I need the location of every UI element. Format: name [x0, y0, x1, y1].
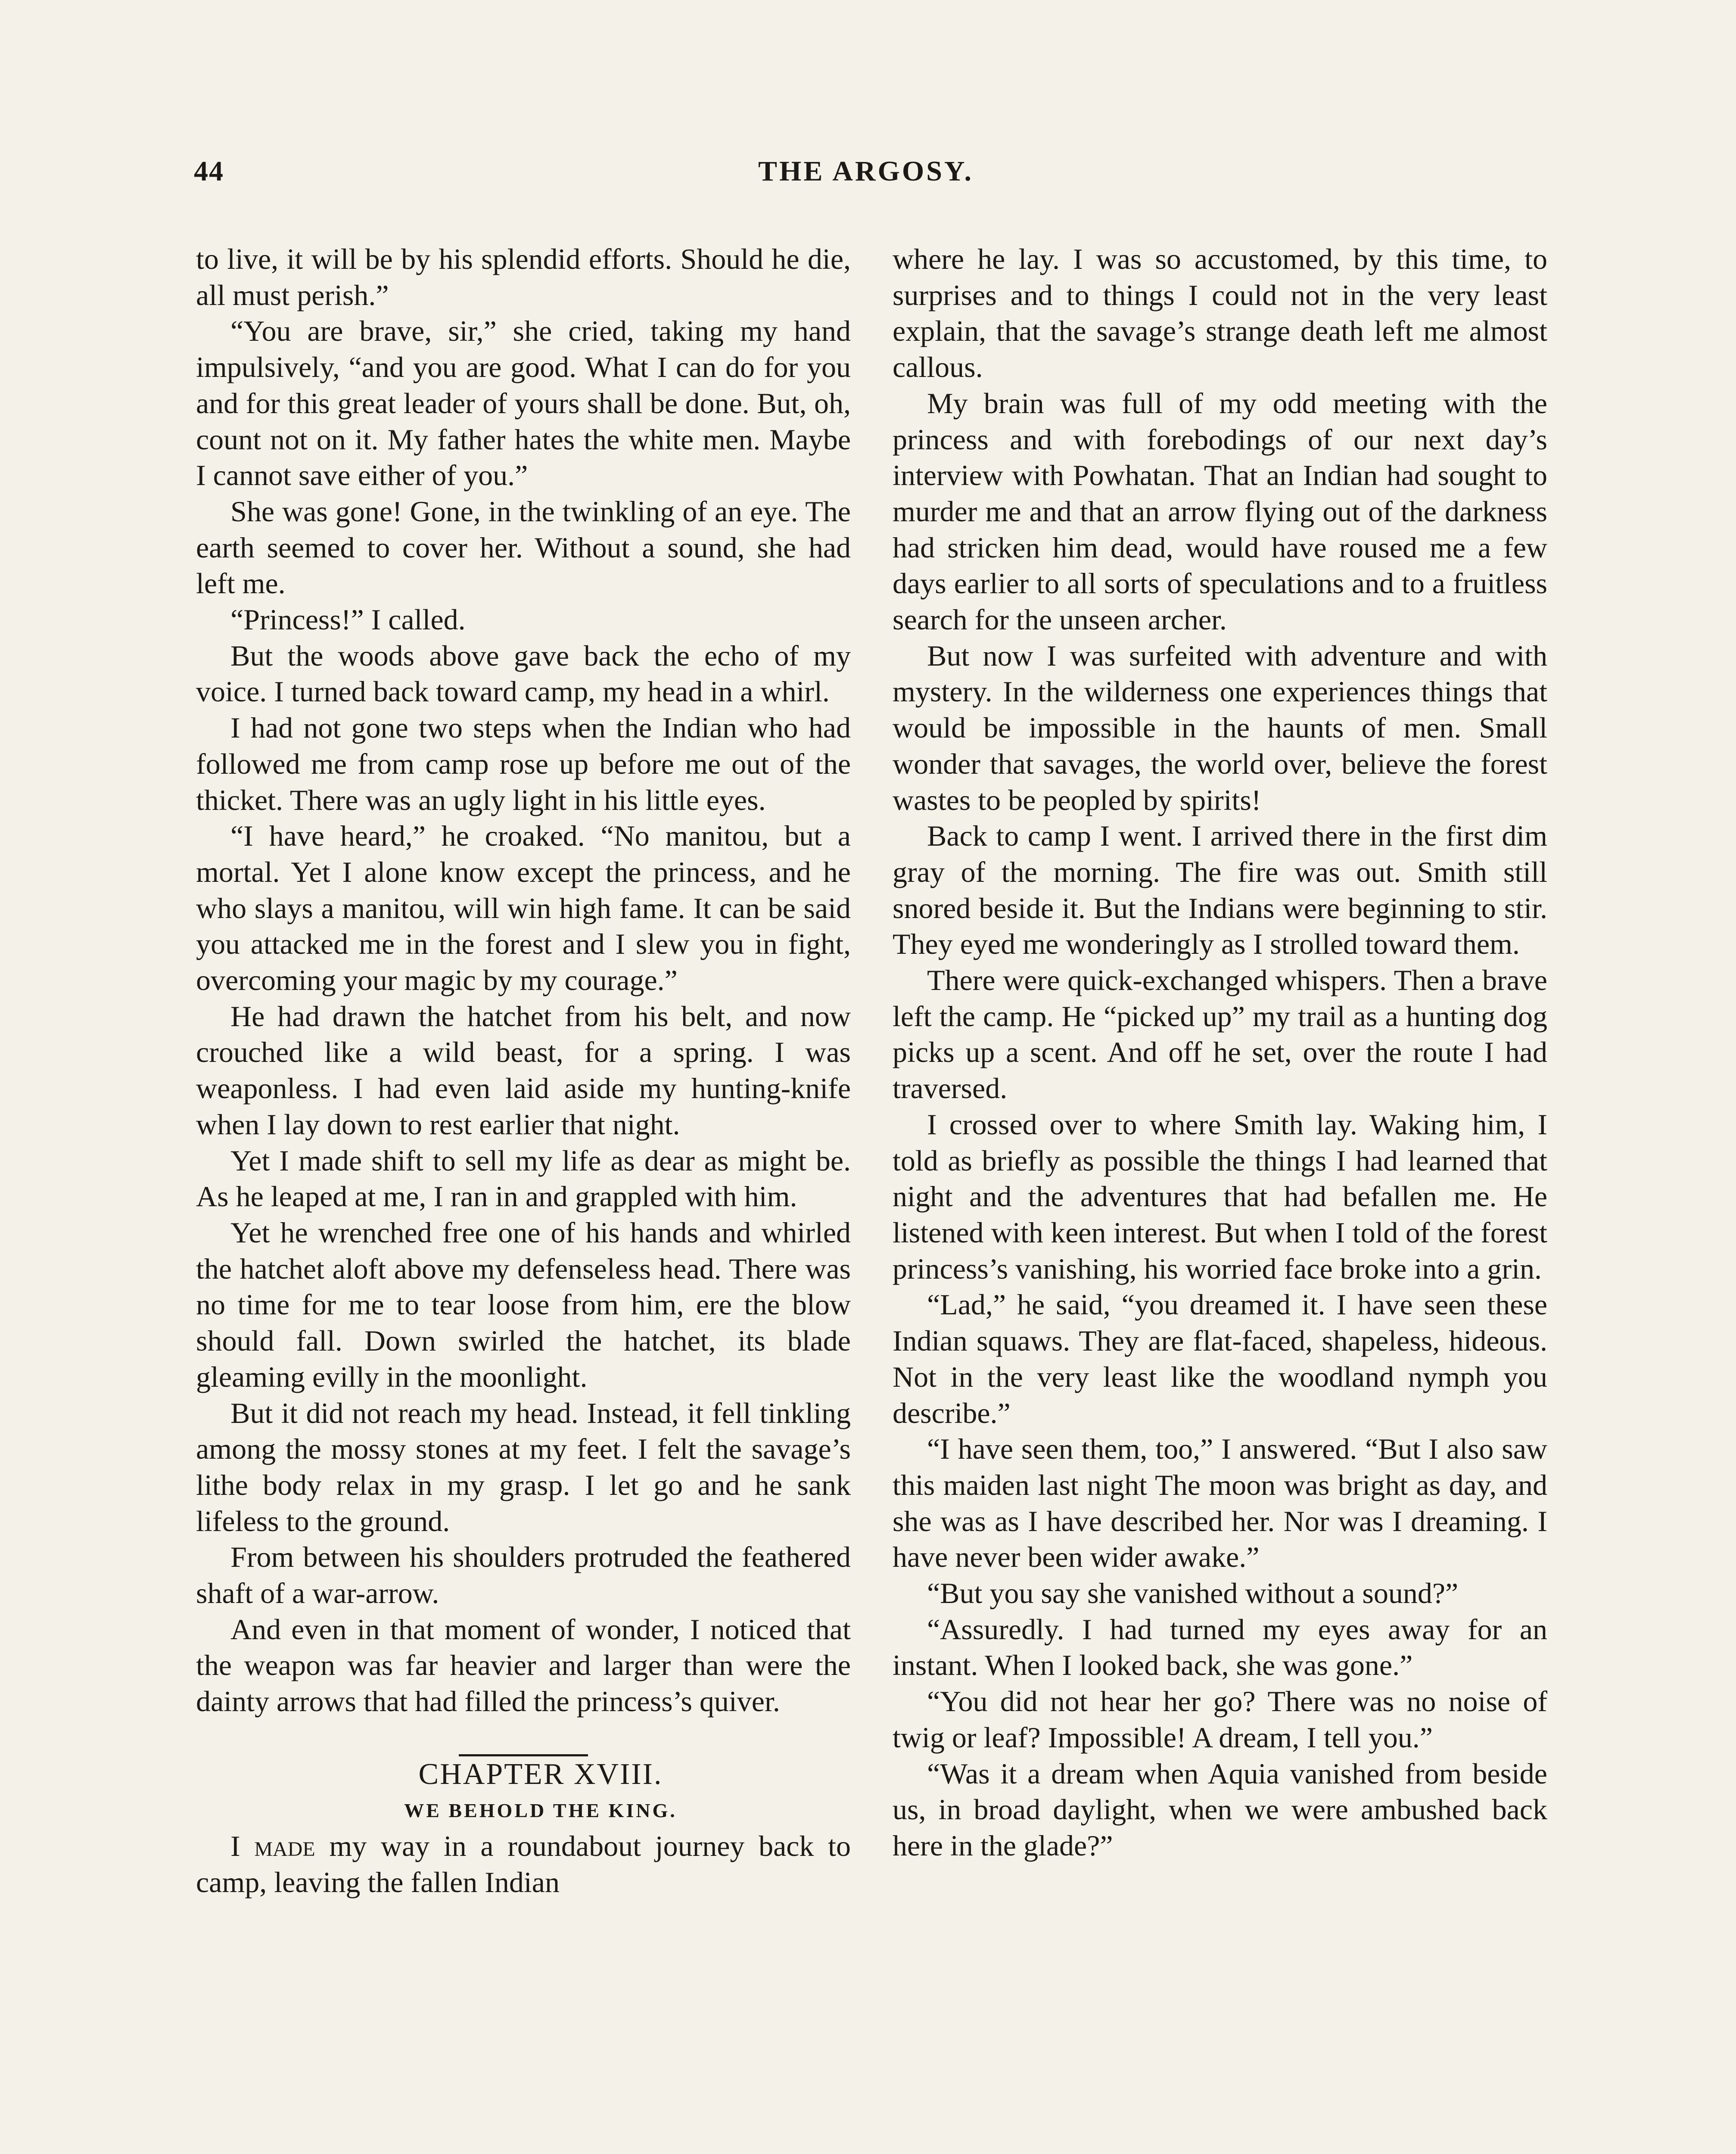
page-header	[194, 155, 1538, 202]
paragraph: Yet I made shift to sell my life as dear as might be. As he leaped at me, I ran in and grappled with him.	[196, 1144, 851, 1213]
paragraph: “I have seen them, too,” I answered. “But I also saw this maiden last night The moon was bright as day, and she was as I have described her. Nor was I dreaming. I have never been wider awake.”	[893, 1432, 1547, 1574]
paragraph: He had drawn the hatchet from his belt, and now crouched like a wild beast, for a spring. I was weaponless. I had even laid aside my hunting-knife when I lay down to rest earlier that night.	[196, 999, 851, 1141]
paragraph: “You did not hear her go? There was no noise of twig or leaf? Impossible! A dream, I tell you.”	[893, 1685, 1547, 1754]
opening-text: my way in a roundabout journey back to camp, leaving the fallen Indian	[196, 1830, 851, 1899]
chapter-opening-paragraph	[196, 1828, 851, 1900]
page-number: 44	[194, 156, 224, 187]
paragraph: “Was it a dream when Aquia vanished from beside us, in broad daylight, when we were ambushed back here in the glade?”	[893, 1757, 1547, 1862]
paragraph: “You are brave, sir,” she cried, taking my hand impulsively, “and you are good. What I can do for you and for this great leader of yours shall be done. But, oh, count not on it. My father hates the white men. Maybe I cannot save either of you.”	[196, 314, 851, 492]
paragraph: My brain was full of my odd meeting with the princess and with forebodings of our next day’s interview with Powhatan. That an Indian had sought to murder me and that an arrow flying out of the darkness had stricken him dead, would have roused me a few days earlier to all sorts of speculations and to a fruitless search for the unseen archer.	[893, 386, 1547, 636]
paragraph: But it did not reach my head. Instead, it fell tinkling among the mossy stones at my feet. I felt the savage’s lithe body relax in my grasp. I let go and he sank lifeless to the ground.	[196, 1396, 851, 1538]
left-column	[196, 241, 851, 1901]
paragraph: And even in that moment of wonder, I noticed that the weapon was far heavier and larger than were the dainty arrows that had filled the princess’s quiver.	[196, 1612, 851, 1718]
paragraph: Back to camp I went. I arrived there in the first dim gray of the morning. The fire was out. Smith still snored beside it. But the Indians were beginning to stir. They eyed me wonderingly as I strolled toward them.	[893, 819, 1547, 961]
paragraph: where he lay. I was so accustomed, by this time, to surprises and to things I could not in the very least explain, that the savage’s strange death left me almost callous.	[893, 243, 1547, 384]
paragraph: But now I was surfeited with adventure and with mystery. In the wilderness one experiences things that would be impossible in the haunts of men. Small wonder that savages, the world over, believe the forest wastes to be peopled by spirits!	[893, 639, 1547, 816]
paragraph: There were quick-exchanged whispers. Then a brave left the camp. He “picked up” my trail as a hunting dog picks up a scent. And off he set, over the route I had traversed.	[893, 964, 1547, 1105]
paragraph: “I have heard,” he croaked. “No manitou, but a mortal. Yet I alone know except the princess, and he who slays a manitou, will win high fame. It can be said you attacked me in the forest and I slew you in fight, overcoming your magic by my courage.”	[196, 819, 851, 997]
paragraph: “But you say she vanished without a sound?”	[927, 1577, 1459, 1610]
paragraph: But the woods above gave back the echo of my voice. I turned back toward camp, my head in a whirl.	[196, 639, 851, 708]
paragraph: “Assuredly. I had turned my eyes away for an instant. When I looked back, she was gone.”	[893, 1612, 1547, 1682]
paragraph: She was gone! Gone, in the twinkling of an eye. The earth seemed to cover her. Without a sound, she had left me.	[196, 495, 851, 600]
paragraph: to live, it will be by his splendid efforts. Should he die, all must perish.”	[196, 243, 851, 311]
paragraph: “Princess!” I called.	[230, 603, 466, 636]
chapter-subtitle: WE BEHOLD THE KING.	[404, 1799, 677, 1821]
paragraph: Yet he wrenched free one of his hands and whirled the hatchet aloft above my defenseless head. There was no time for me to tear loose from him, ere the blow should fall. Down swirled the hatchet, its blade gleaming evilly in the moonlight.	[196, 1216, 851, 1393]
paragraph: From between his shoulders protruded the feathered shaft of a war-arrow.	[196, 1541, 851, 1610]
running-head: THE ARGOSY.	[758, 156, 974, 187]
paragraph: I crossed over to where Smith lay. Waking him, I told as briefly as possible the things I had learned that night and the adventures that had befallen me. He listened with keen interest. But when I told of the forest princess’s vanishing, his worried face broke into a grin.	[893, 1108, 1547, 1285]
opening-word: I made	[230, 1830, 315, 1863]
chapter-title: CHAPTER XVIII.	[418, 1757, 663, 1791]
right-column	[893, 241, 1547, 1864]
paragraph: “Lad,” he said, “you dreamed it. I have seen these Indian squaws. They are flat-faced, shapeless, hideous. Not in the very least like the woodland nymph you describe.”	[893, 1288, 1547, 1429]
paragraph: I had not gone two steps when the Indian who had followed me from camp rose up before me out of the thicket. There was an ugly light in his little eyes.	[196, 711, 851, 816]
